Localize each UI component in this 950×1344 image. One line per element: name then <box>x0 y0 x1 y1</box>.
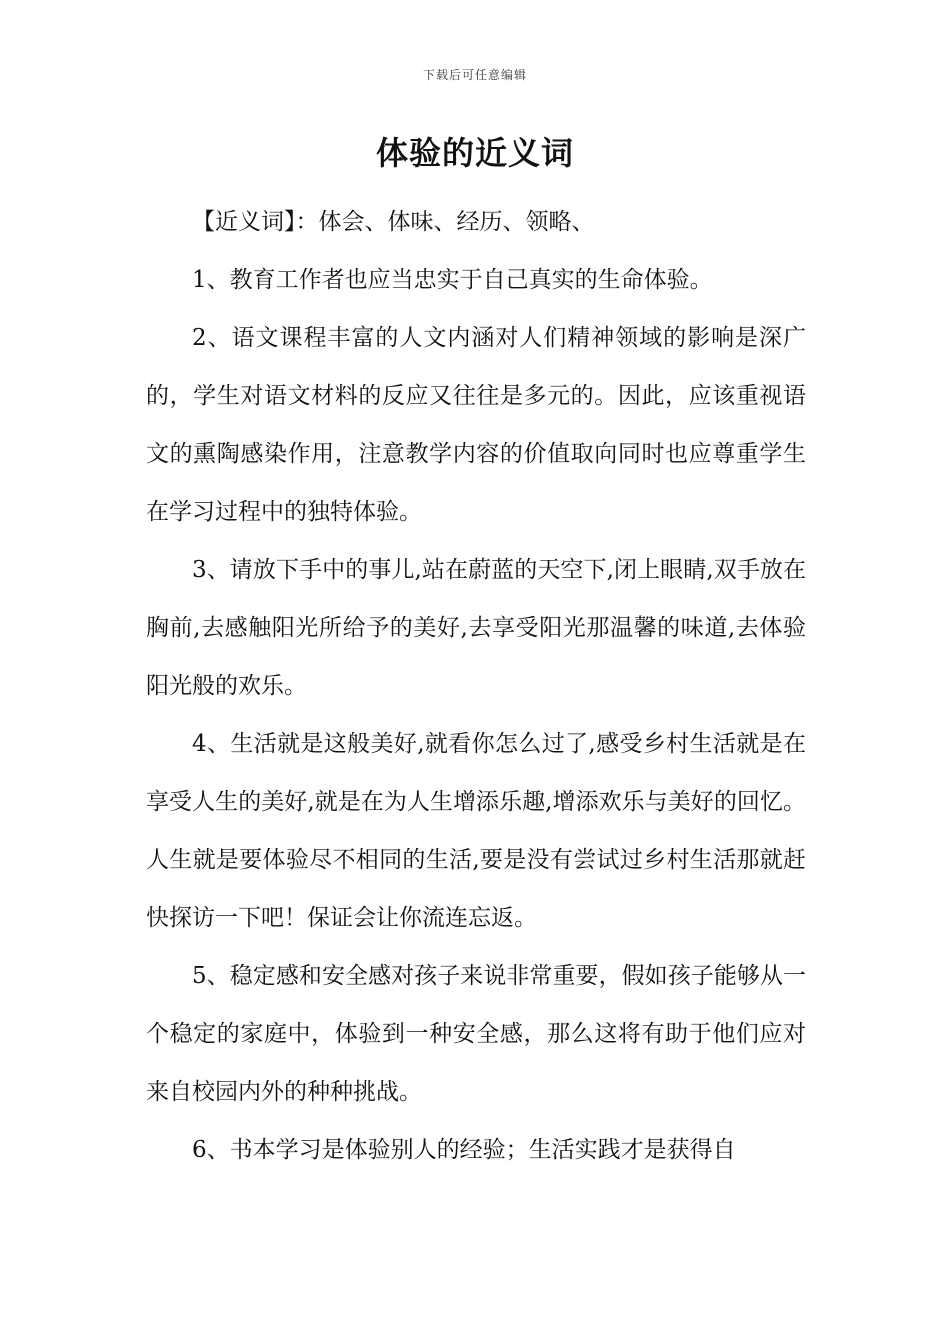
document-body <box>146 193 806 1179</box>
example-paragraph-4: 4、生活就是这般美好,就看你怎么过了,感受乡村生活就是在享受人生的美好,就是在为人生增添乐趣,增添欢乐与美好的回忆。人生就是要体验尽不相同的生活,要是没有尝试过乡村生活那就赶快探访一下吧！保证会让你流连忘返。 <box>146 731 806 931</box>
page-title: 体验的近义词 <box>375 134 574 172</box>
header-note: 下载后可任意编辑 <box>422 68 527 82</box>
example-paragraph-1: 1、教育工作者也应当忠实于自己真实的生命体验。 <box>192 267 713 293</box>
example-paragraph-5: 5、稳定感和安全感对孩子来说非常重要，假如孩子能够从一个稳定的家庭中，体验到一种安全感，那么这将有助于他们应对来自校园内外的种种挑战。 <box>146 963 806 1105</box>
example-paragraph-6: 6、书本学习是体验别人的经验；生活实践才是获得自 <box>192 1137 736 1163</box>
example-paragraph-2: 2、语文课程丰富的人文内涵对人们精神领域的影响是深广的，学生对语文材料的反应又往往是多元的。因此，应该重视语文的熏陶感染作用，注意教学内容的价值取向同时也应尊重学生在学习过程中的独特体验。 <box>146 325 806 525</box>
synonyms-line: 【近义词】：体会、体味、经历、领略、 <box>192 209 595 235</box>
example-paragraph-3: 3、请放下手中的事儿,站在蔚蓝的天空下,闭上眼睛,双手放在胸前,去感触阳光所给予的美好,去享受阳光那温馨的味道,去体验阳光般的欢乐。 <box>146 557 806 699</box>
